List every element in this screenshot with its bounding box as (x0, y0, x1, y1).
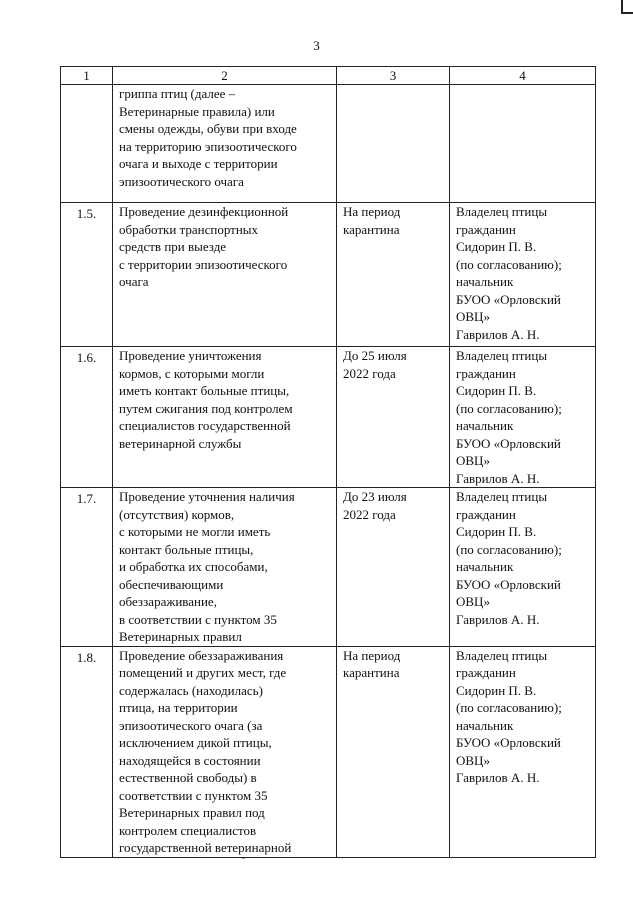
responsible-cell: Владелец птицы гражданин Сидорин П. В. (по согласованию); начальник БУОО «Орловский ОВЦ» Гаврилов А. Н. (450, 347, 596, 488)
measures-table (60, 66, 596, 858)
row-number: 1.5. (61, 203, 113, 347)
responsible-cell: Владелец птицы гражданин Сидорин П. В. (по согласованию); начальник БУОО «Орловский ОВЦ» Гаврилов А. Н. (450, 646, 596, 857)
measure-cell: Проведение уничтожения кормов, с которыми могли иметь контакт больные птицы, путем сжигания под контролем специалистов государственной ветеринарной службы (113, 347, 337, 488)
term-cell (337, 85, 450, 203)
term-cell: До 23 июля 2022 года (337, 488, 450, 647)
header-cell-3: 3 (337, 67, 450, 85)
measure-cell: Проведение обеззараживания помещений и других мест, где содержалась (находилась) птица, на территории эпизоотического очага (за исключением дикой птицы, находящейся в состоянии естественной свободы) в соответствии с пунктом 35 Ветеринарных правил под контролем специалистов государственной ветеринарной (113, 646, 337, 857)
responsible-cell: Владелец птицы гражданин Сидорин П. В. (по согласованию); начальник БУОО «Орловский ОВЦ» Гаврилов А. Н. (450, 488, 596, 647)
responsible-cell: Владелец птицы гражданин Сидорин П. В. (по согласованию); начальник БУОО «Орловский ОВЦ» Гаврилов А. Н. (450, 203, 596, 347)
corner-mark (621, 0, 633, 14)
scan-speck (242, 858, 245, 859)
row-number (61, 85, 113, 203)
table-row (61, 646, 596, 857)
table-row (61, 347, 596, 488)
table-row (61, 85, 596, 203)
term-cell: До 25 июля 2022 года (337, 347, 450, 488)
row-number: 1.6. (61, 347, 113, 488)
measure-cell: Проведение дезинфекционной обработки транспортных средств при выезде с территории эпизоотического очага (113, 203, 337, 347)
header-cell-1: 1 (61, 67, 113, 85)
table-header-row (61, 67, 596, 85)
row-number: 1.7. (61, 488, 113, 647)
measure-cell: гриппа птиц (далее – Ветеринарные правила) или смены одежды, обуви при входе на территорию эпизоотического очага и выходе с территории эпизоотического очага (113, 85, 337, 203)
page-number: 3 (313, 38, 320, 53)
table-row (61, 488, 596, 647)
header-cell-4: 4 (450, 67, 596, 85)
table-row (61, 203, 596, 347)
responsible-cell (450, 85, 596, 203)
term-cell: На период карантина (337, 203, 450, 347)
measure-cell: Проведение уточнения наличия (отсутствия) кормов, с которыми не могли иметь контакт больные птицы, и обработка их способами, обеспечивающими обеззараживание, в соответствии с пунктом 35 Ветеринарных правил (113, 488, 337, 647)
header-cell-2: 2 (113, 67, 337, 85)
term-cell: На период карантина (337, 646, 450, 857)
row-number: 1.8. (61, 646, 113, 857)
